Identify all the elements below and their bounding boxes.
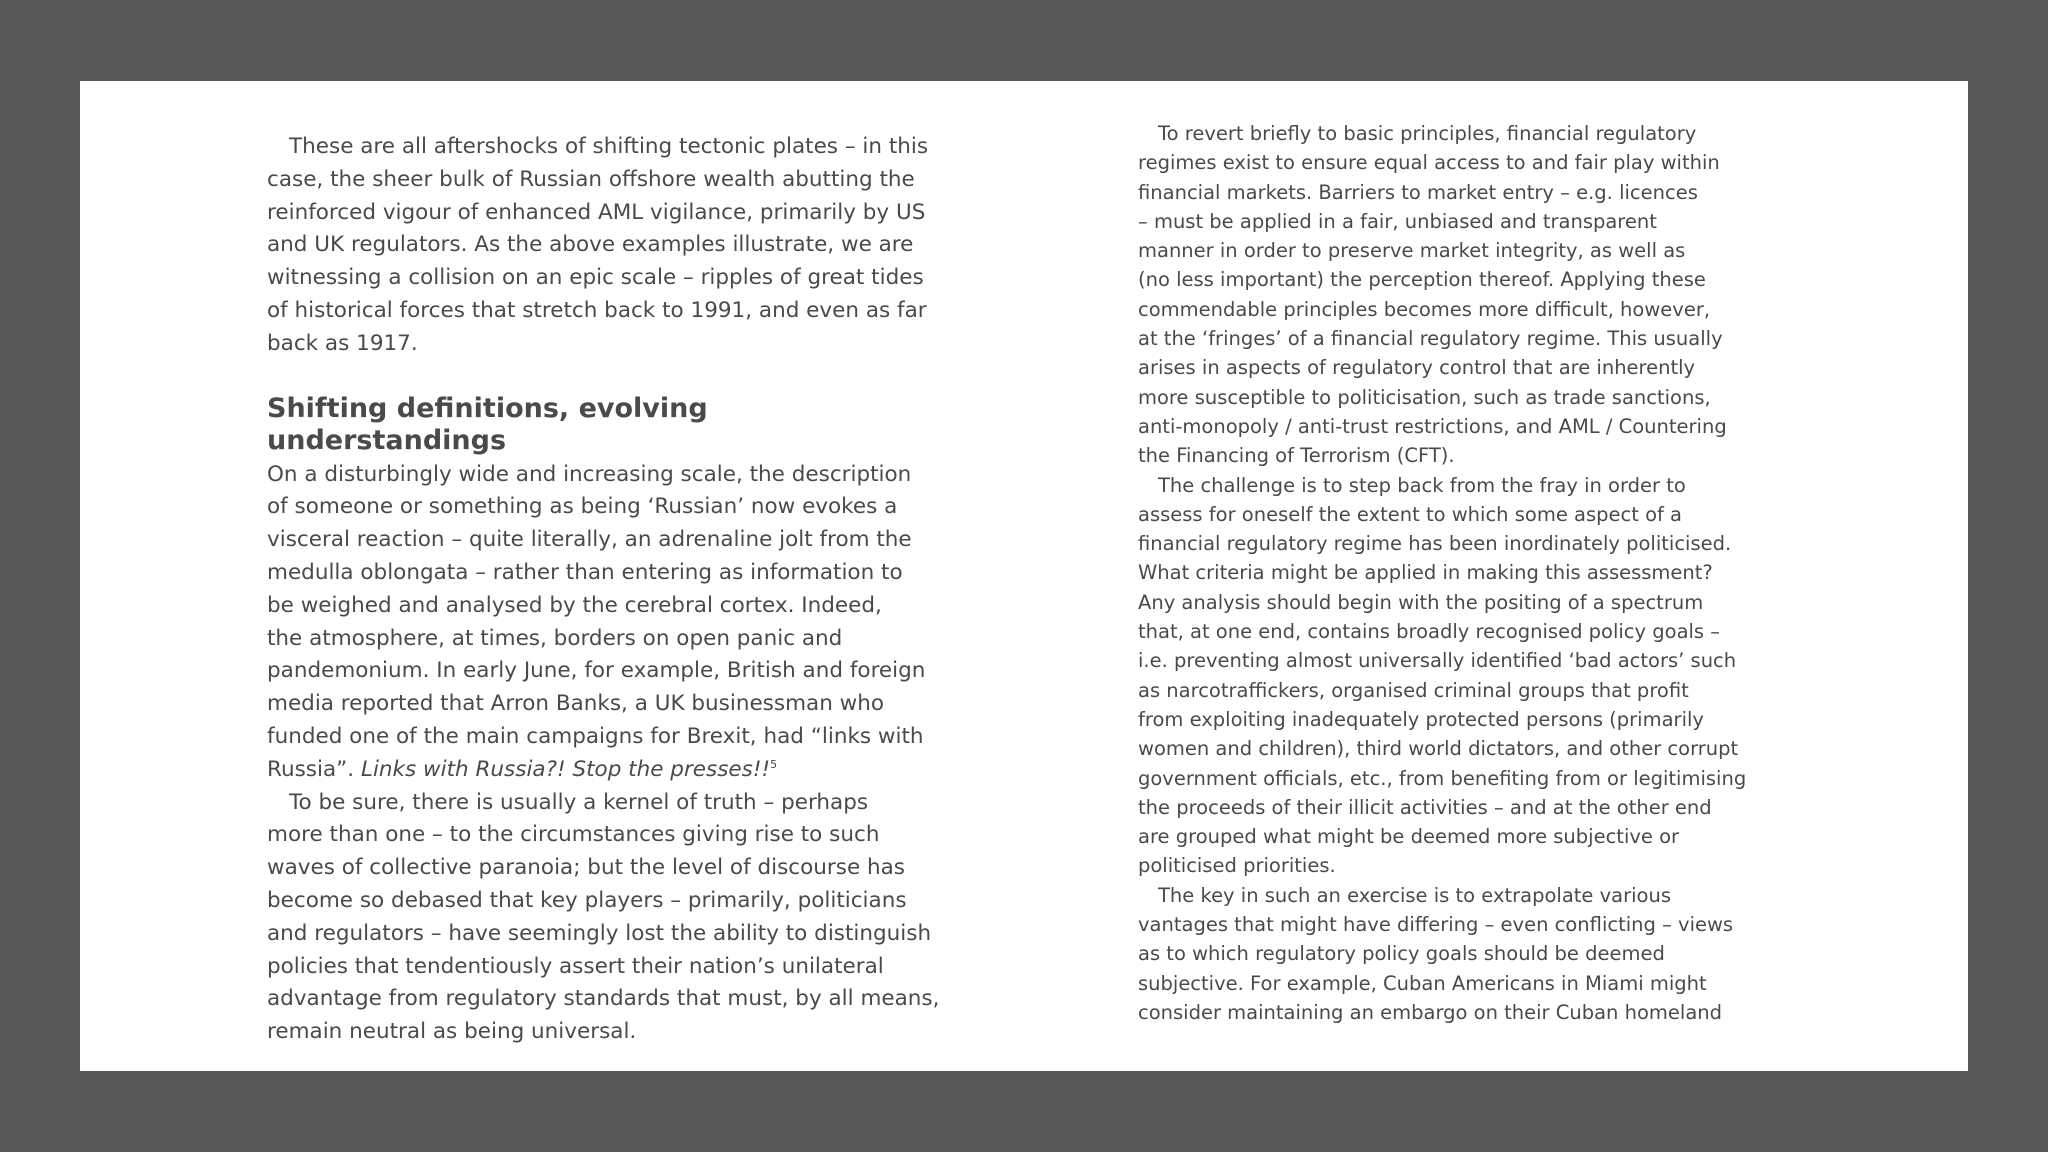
text-line: arises in aspects of regulatory control that are inherently xyxy=(1138,356,1696,380)
text-line: of someone or something as being ‘Russian’ now evokes a xyxy=(267,494,898,520)
paragraph xyxy=(267,131,967,361)
text-line: the proceeds of their illicit activities – and at the other end xyxy=(1138,795,1712,819)
text-line: from exploiting inadequately protected persons (primarily xyxy=(1138,707,1704,731)
text-line: financial regulatory regime has been inordinately politicised. xyxy=(1138,532,1732,556)
text-line: These are all aftershocks of shifting tectonic plates – in this xyxy=(289,134,929,159)
text-line: case, the sheer bulk of Russian offshore wealth abutting the xyxy=(267,166,915,192)
italic-remark: Links with Russia?! Stop the presses!! xyxy=(360,756,771,782)
text-line: regimes exist to ensure equal access to and fair play within xyxy=(1138,151,1720,175)
right-page-column xyxy=(1138,119,1788,1027)
text-line: policies that tendentiously assert their nation’s unilateral xyxy=(267,953,884,979)
text-line: i.e. preventing almost universally identified ‘bad actors’ such xyxy=(1138,649,1737,673)
text-line: vantages that might have differing – even conflicting – views xyxy=(1138,913,1734,937)
text-line: consider maintaining an embargo on their Cuban homeland xyxy=(1138,1000,1723,1024)
text-line: On a disturbingly wide and increasing scale, the description xyxy=(267,461,912,487)
text-line: as narcotraffickers, organised criminal groups that profit xyxy=(1138,678,1689,702)
paragraph xyxy=(267,787,967,1049)
text-line: government officials, etc., from benefiting from or legitimising xyxy=(1138,766,1747,790)
text-line: of historical forces that stretch back to 1991, and even as far xyxy=(267,297,927,323)
text-line: medulla oblongata – rather than entering as information to xyxy=(267,559,903,585)
text-line: be weighed and analysed by the cerebral cortex. Indeed, xyxy=(267,592,882,618)
book-spread xyxy=(80,81,1968,1071)
text-line: assess for oneself the extent to which some aspect of a xyxy=(1138,502,1683,526)
text-line: The key in such an exercise is to extrapolate various xyxy=(1158,883,1671,907)
paragraph xyxy=(1138,119,1788,471)
paragraph xyxy=(1138,471,1788,881)
text-line: commendable principles becomes more difficult, however, xyxy=(1138,297,1711,321)
text-line: What criteria might be applied in making this assessment? xyxy=(1138,561,1713,585)
text-line: media reported that Arron Banks, a UK businessman who xyxy=(267,691,885,717)
text-line: witnessing a collision on an epic scale – ripples of great tides xyxy=(267,265,924,291)
text-line: reinforced vigour of enhanced AML vigilance, primarily by US xyxy=(267,199,926,225)
text-line: The challenge is to step back from the fray in order to xyxy=(1158,473,1686,497)
text-line: the Financing of Terrorism (CFT). xyxy=(1138,444,1455,468)
text-line: (no less important) the perception thereof. Applying these xyxy=(1138,268,1706,292)
text-line: at the ‘fringes’ of a financial regulatory regime. This usually xyxy=(1138,327,1723,351)
section-heading xyxy=(267,393,967,457)
text-line: advantage from regulatory standards that must, by all means, xyxy=(267,986,940,1012)
text-line: funded one of the main campaigns for Brexit, had “links with xyxy=(267,723,924,749)
text-line: become so debased that key players – primarily, politicians xyxy=(267,887,907,913)
text-line: – must be applied in a fair, unbiased and transparent xyxy=(1138,209,1657,233)
paragraph xyxy=(1138,881,1788,1027)
text-run: Russia”. xyxy=(267,756,361,782)
text-line: back as 1917. xyxy=(267,330,418,356)
text-line: pandemonium. In early June, for example, British and foreign xyxy=(267,658,926,684)
text-line: subjective. For example, Cuban Americans in Miami might xyxy=(1138,971,1707,995)
left-page-column xyxy=(267,131,967,1049)
text-line: visceral reaction – quite literally, an adrenaline jolt from the xyxy=(267,527,912,553)
heading-line: Shifting definitions, evolving xyxy=(267,392,708,424)
text-line: Any analysis should begin with the positing of a spectrum xyxy=(1138,590,1704,614)
text-line: women and children), third world dictators, and other corrupt xyxy=(1138,737,1739,761)
paragraph xyxy=(267,459,967,787)
text-line: To be sure, there is usually a kernel of truth – perhaps xyxy=(289,789,869,815)
text-line: and UK regulators. As the above examples illustrate, we are xyxy=(267,232,914,258)
text-line xyxy=(267,754,967,787)
text-line: and regulators – have seemingly lost the ability to distinguish xyxy=(267,920,932,946)
text-line: that, at one end, contains broadly recognised policy goals – xyxy=(1138,620,1721,644)
text-line: remain neutral as being universal. xyxy=(267,1019,637,1045)
footnote-marker[interactable]: 5 xyxy=(770,757,778,771)
heading-line: understandings xyxy=(267,424,507,456)
text-line: the atmosphere, at times, borders on open panic and xyxy=(267,625,843,651)
text-line: are grouped what might be deemed more subjective or xyxy=(1138,825,1680,849)
text-line: anti-monopoly / anti-trust restrictions, and AML / Countering xyxy=(1138,414,1727,438)
text-line: more than one – to the circumstances giving rise to such xyxy=(267,822,880,848)
text-line: manner in order to preserve market integrity, as well as xyxy=(1138,239,1686,263)
text-line: politicised priorities. xyxy=(1138,854,1336,878)
text-line: To revert briefly to basic principles, financial regulatory xyxy=(1158,122,1697,145)
text-line: waves of collective paranoia; but the level of discourse has xyxy=(267,855,906,881)
text-line: as to which regulatory policy goals should be deemed xyxy=(1138,942,1665,966)
text-line: financial markets. Barriers to market entry – e.g. licences xyxy=(1138,180,1698,204)
text-line: more susceptible to politicisation, such as trade sanctions, xyxy=(1138,385,1711,409)
